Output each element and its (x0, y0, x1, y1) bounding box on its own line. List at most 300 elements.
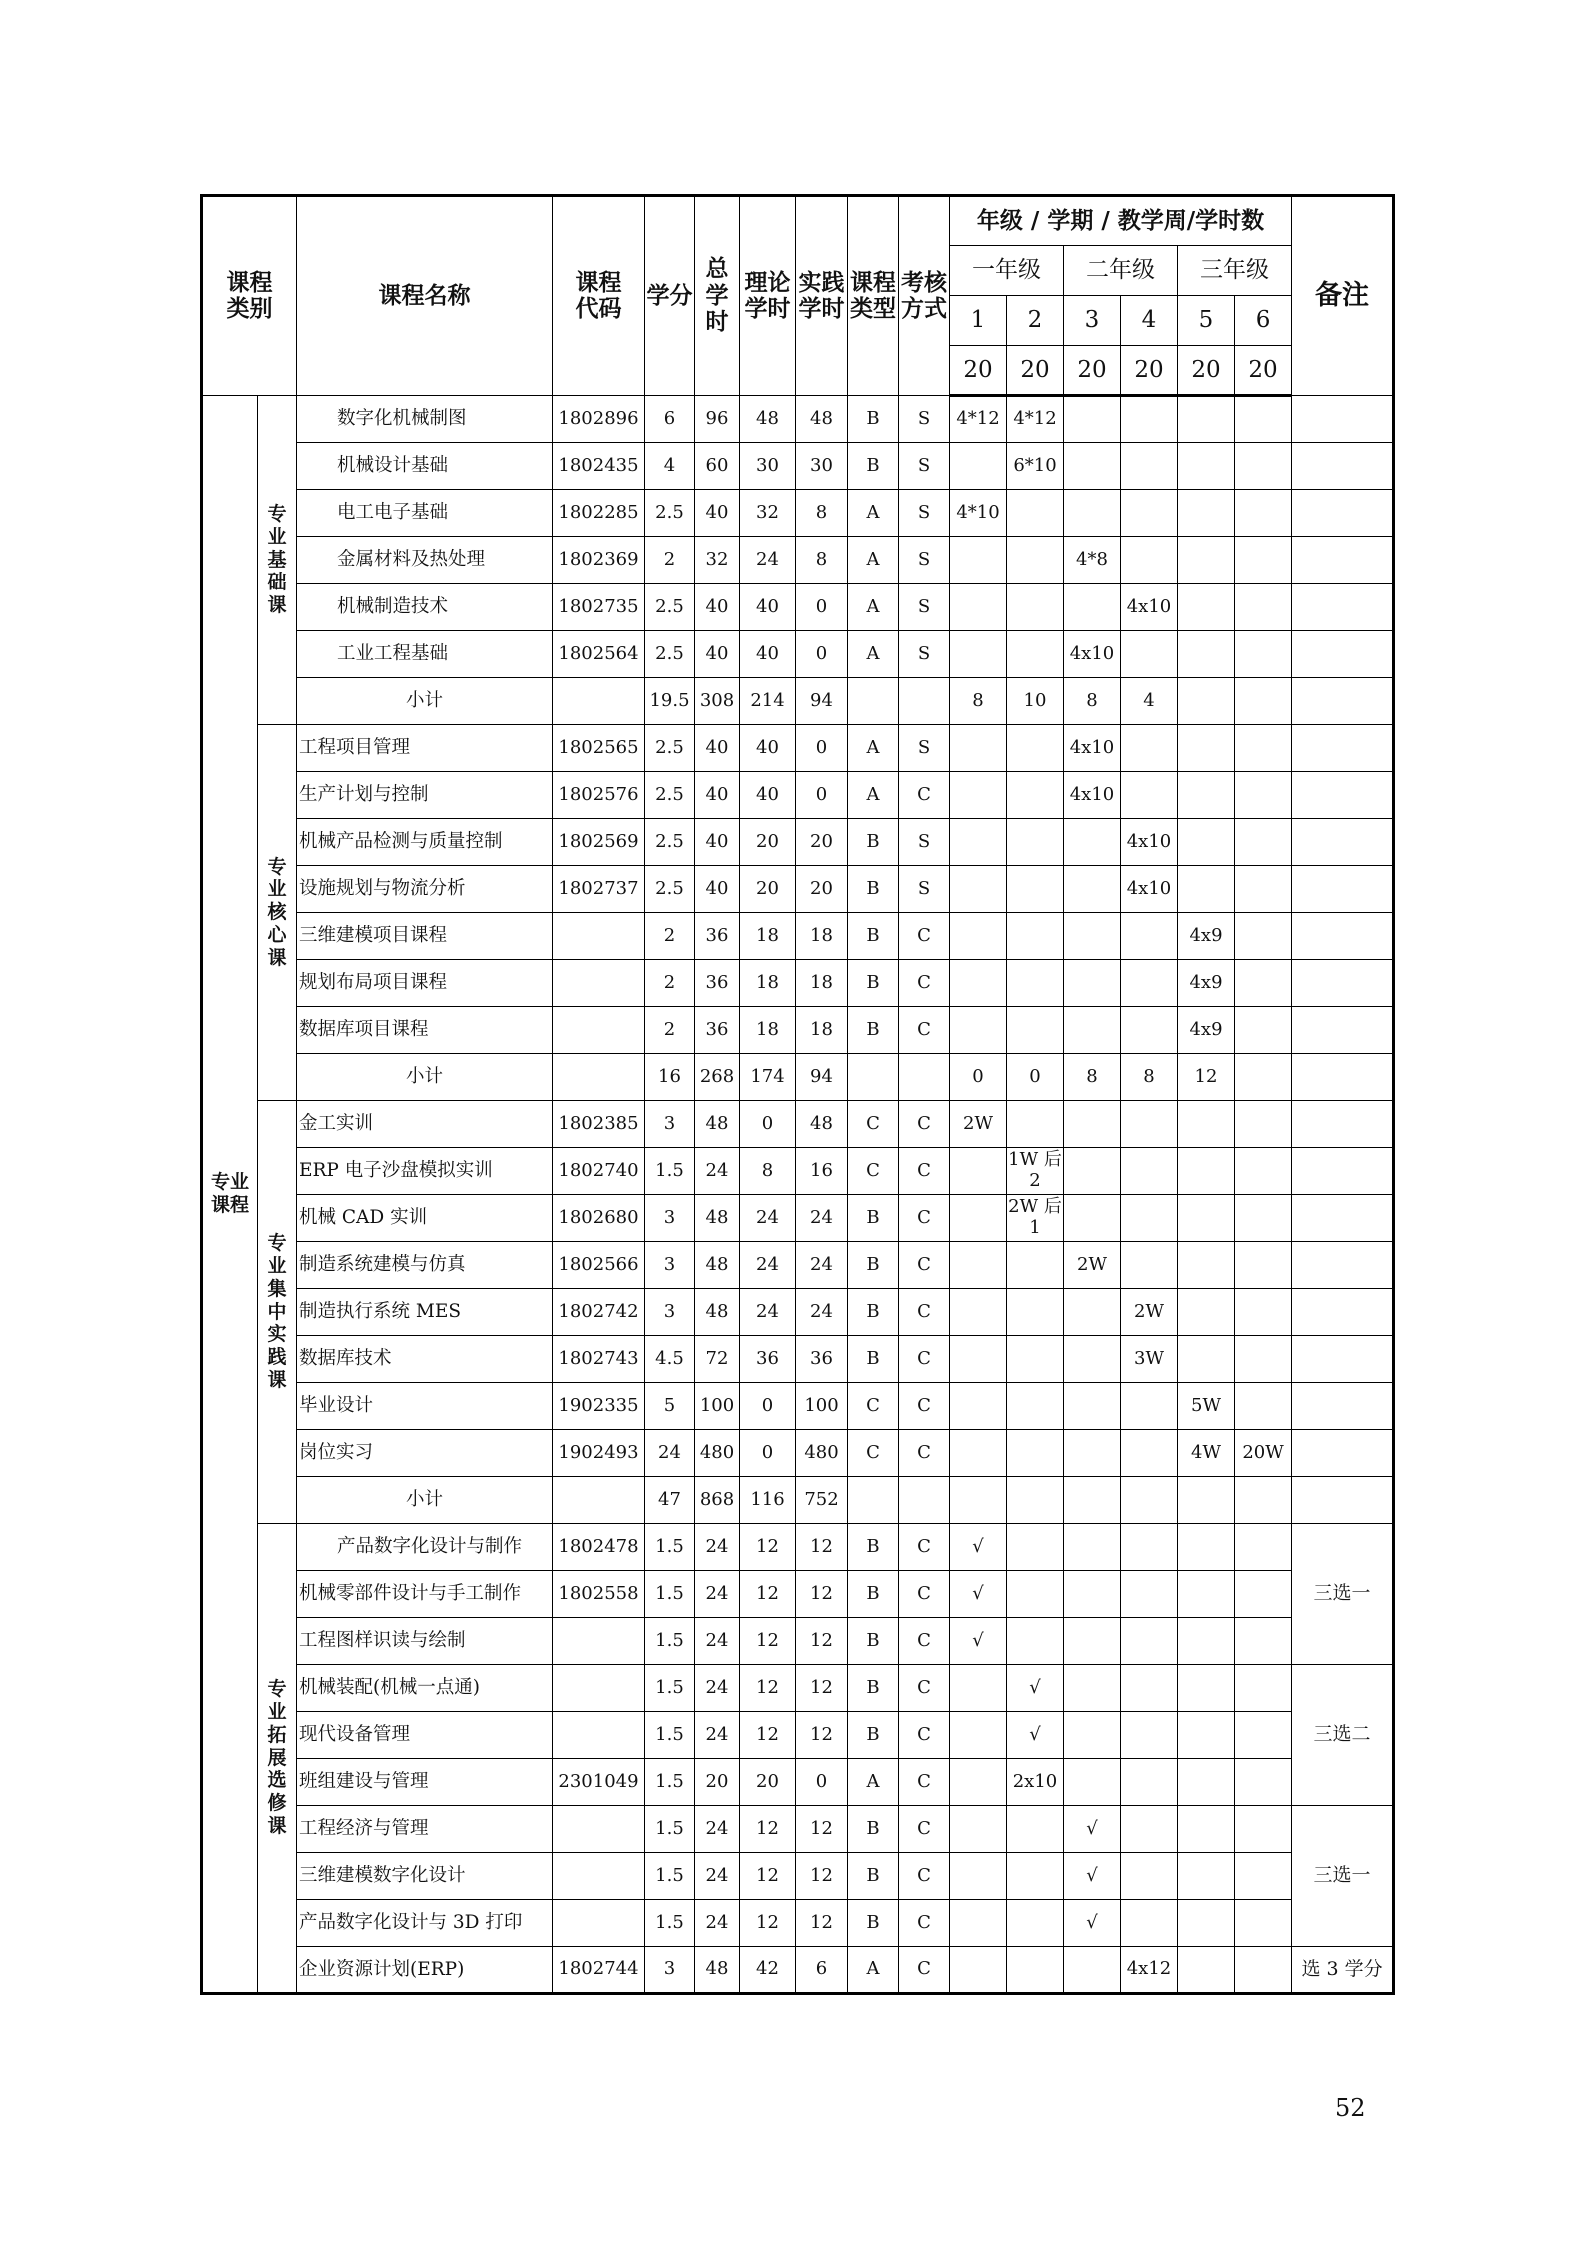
semester-3-cell (1064, 1101, 1121, 1148)
course-type: B (848, 1195, 899, 1242)
course-code: 1802285 (553, 490, 645, 537)
course-credit: 24 (645, 1430, 695, 1477)
course-code: 1802742 (553, 1289, 645, 1336)
header-weeks-2: 20 (1007, 346, 1064, 396)
semester-4-cell (1121, 725, 1178, 772)
course-name: 电工电子基础 (297, 490, 553, 537)
semester-6-cell (1235, 1242, 1292, 1289)
course-row (202, 1195, 1394, 1242)
course-theory: 8 (740, 1148, 796, 1195)
semester-1-cell: √ (950, 1524, 1007, 1571)
course-assess: C (899, 1900, 950, 1947)
subtotal-row (202, 1477, 1394, 1524)
teaching-plan-table (200, 194, 1395, 1995)
semester-5-cell (1178, 1618, 1235, 1665)
course-total: 24 (695, 1148, 740, 1195)
header-course-code: 课程 代码 (553, 196, 645, 396)
course-assess: C (899, 1853, 950, 1900)
semester-6-cell (1235, 584, 1292, 631)
semester-5-cell (1178, 1148, 1235, 1195)
course-credit: 2.5 (645, 772, 695, 819)
semester-1-cell (950, 772, 1007, 819)
course-assess: C (899, 772, 950, 819)
semester-6-cell (1235, 1007, 1292, 1054)
semester-6-cell (1235, 1665, 1292, 1712)
header-weeks-4: 20 (1121, 346, 1178, 396)
semester-4-cell: 4x12 (1121, 1947, 1178, 1994)
remarks-cell (1292, 490, 1394, 537)
course-row (202, 1524, 1394, 1571)
semester-3-cell (1064, 1759, 1121, 1806)
remarks-cell: 三选二 (1292, 1665, 1394, 1806)
course-type: B (848, 1900, 899, 1947)
course-practice: 0 (796, 725, 848, 772)
course-code: 1802735 (553, 584, 645, 631)
course-assess: C (899, 1618, 950, 1665)
semester-3-cell (1064, 913, 1121, 960)
group-label: 专 业 核 心 课 (258, 725, 297, 1101)
course-type: B (848, 1336, 899, 1383)
semester-1-cell (950, 1383, 1007, 1430)
semester-6-cell (1235, 1806, 1292, 1853)
group-label: 专 业 集 中 实 践 课 (258, 1101, 297, 1524)
course-total: 36 (695, 1007, 740, 1054)
remarks-cell (1292, 1101, 1394, 1148)
course-credit: 3 (645, 1242, 695, 1289)
semester-3-cell (1064, 1289, 1121, 1336)
semester-6-cell (1235, 866, 1292, 913)
subtotal-label: 小计 (297, 1054, 553, 1101)
course-name: 岗位实习 (297, 1430, 553, 1477)
course-assess: C (899, 1383, 950, 1430)
course-code: 1902493 (553, 1430, 645, 1477)
course-practice: 8 (796, 537, 848, 584)
semester-1-cell (950, 1430, 1007, 1477)
course-type: B (848, 960, 899, 1007)
header-weeks-3: 20 (1064, 346, 1121, 396)
course-name: 毕业设计 (297, 1383, 553, 1430)
semester-5-cell (1178, 443, 1235, 490)
semester-6-cell (1235, 490, 1292, 537)
semester-6-cell (1235, 443, 1292, 490)
subtotal-assess (899, 678, 950, 725)
semester-5-cell: 4x9 (1178, 913, 1235, 960)
course-row (202, 1665, 1394, 1712)
course-assess: C (899, 1665, 950, 1712)
subtotal-assess (899, 1477, 950, 1524)
remarks-cell (1292, 772, 1394, 819)
semester-1-cell (950, 1853, 1007, 1900)
semester-4-cell (1121, 1524, 1178, 1571)
course-practice: 0 (796, 1759, 848, 1806)
course-name: 现代设备管理 (297, 1712, 553, 1759)
semester-3-cell (1064, 1383, 1121, 1430)
course-practice: 6 (796, 1947, 848, 1994)
course-credit: 6 (645, 396, 695, 443)
remarks-cell (1292, 913, 1394, 960)
course-name: 数字化机械制图 (297, 396, 553, 443)
semester-3-cell (1064, 1336, 1121, 1383)
course-credit: 1.5 (645, 1524, 695, 1571)
semester-2-cell (1007, 490, 1064, 537)
course-theory: 24 (740, 1289, 796, 1336)
semester-3-cell (1064, 1571, 1121, 1618)
course-theory: 18 (740, 913, 796, 960)
header-semester-4: 4 (1121, 296, 1178, 346)
semester-4-cell (1121, 490, 1178, 537)
course-theory: 40 (740, 725, 796, 772)
course-type: A (848, 537, 899, 584)
course-row (202, 725, 1394, 772)
course-theory: 12 (740, 1665, 796, 1712)
course-code (553, 1712, 645, 1759)
course-type: A (848, 725, 899, 772)
course-type: B (848, 1524, 899, 1571)
semester-3-cell (1064, 1947, 1121, 1994)
remarks-cell (1292, 1148, 1394, 1195)
remarks-cell (1292, 960, 1394, 1007)
semester-5-cell: 4W (1178, 1430, 1235, 1477)
semester-2-cell (1007, 1242, 1064, 1289)
semester-3-cell (1064, 396, 1121, 443)
course-name: 企业资源计划(ERP) (297, 1947, 553, 1994)
course-theory: 18 (740, 1007, 796, 1054)
course-total: 48 (695, 1242, 740, 1289)
semester-5-cell (1178, 537, 1235, 584)
course-credit: 2 (645, 537, 695, 584)
semester-2-cell (1007, 1806, 1064, 1853)
course-credit: 2 (645, 913, 695, 960)
semester-3-cell (1064, 866, 1121, 913)
semester-5-cell (1178, 725, 1235, 772)
course-row (202, 1242, 1394, 1289)
course-type: C (848, 1383, 899, 1430)
subtotal-theory: 214 (740, 678, 796, 725)
semester-2-cell (1007, 819, 1064, 866)
semester-5-cell: 4x9 (1178, 1007, 1235, 1054)
course-total: 48 (695, 1195, 740, 1242)
course-name: 机械产品检测与质量控制 (297, 819, 553, 866)
semester-3-cell (1064, 1148, 1121, 1195)
course-row (202, 537, 1394, 584)
subtotal-semester-2: 10 (1007, 678, 1064, 725)
course-assess: S (899, 537, 950, 584)
header-grade-1: 一年级 (950, 246, 1064, 296)
course-credit: 1.5 (645, 1900, 695, 1947)
course-credit: 3 (645, 1947, 695, 1994)
subtotal-semester-6 (1235, 1477, 1292, 1524)
semester-5-cell (1178, 1712, 1235, 1759)
course-practice: 24 (796, 1242, 848, 1289)
course-practice: 20 (796, 866, 848, 913)
course-total: 40 (695, 490, 740, 537)
course-row (202, 1947, 1394, 1994)
subtotal-code (553, 678, 645, 725)
semester-3-cell (1064, 1712, 1121, 1759)
course-name: 三维建模项目课程 (297, 913, 553, 960)
course-row (202, 1900, 1394, 1947)
course-assess: S (899, 396, 950, 443)
semester-5-cell (1178, 1336, 1235, 1383)
course-name: 制造系统建模与仿真 (297, 1242, 553, 1289)
semester-1-cell (950, 1759, 1007, 1806)
semester-3-cell: 4*8 (1064, 537, 1121, 584)
semester-6-cell (1235, 913, 1292, 960)
course-theory: 18 (740, 960, 796, 1007)
course-total: 40 (695, 819, 740, 866)
course-code: 1802743 (553, 1336, 645, 1383)
course-row (202, 1430, 1394, 1477)
course-code: 1802369 (553, 537, 645, 584)
semester-2-cell (1007, 1524, 1064, 1571)
course-row (202, 396, 1394, 443)
semester-4-cell (1121, 772, 1178, 819)
semester-2-cell (1007, 537, 1064, 584)
course-type: B (848, 396, 899, 443)
course-code: 2301049 (553, 1759, 645, 1806)
semester-3-cell (1064, 960, 1121, 1007)
course-practice: 0 (796, 584, 848, 631)
course-code: 1802740 (553, 1148, 645, 1195)
semester-4-cell (1121, 1571, 1178, 1618)
course-credit: 2.5 (645, 725, 695, 772)
course-assess: C (899, 913, 950, 960)
course-code: 1802744 (553, 1947, 645, 1994)
course-theory: 12 (740, 1618, 796, 1665)
course-row (202, 1007, 1394, 1054)
header-weeks-5: 20 (1178, 346, 1235, 396)
remarks-cell: 选 3 学分 (1292, 1947, 1394, 1994)
semester-2-cell (1007, 1900, 1064, 1947)
course-code: 1802558 (553, 1571, 645, 1618)
category-label: 专业 课程 (202, 396, 258, 1994)
table-header (202, 196, 1394, 396)
course-total: 36 (695, 960, 740, 1007)
course-theory: 40 (740, 584, 796, 631)
course-total: 100 (695, 1383, 740, 1430)
semester-5-cell (1178, 1759, 1235, 1806)
course-theory: 0 (740, 1101, 796, 1148)
course-credit: 4 (645, 443, 695, 490)
header-remarks: 备注 (1292, 196, 1394, 396)
course-code: 1802564 (553, 631, 645, 678)
semester-2-cell: 6*10 (1007, 443, 1064, 490)
remarks-cell (1292, 1383, 1394, 1430)
course-row (202, 1712, 1394, 1759)
course-type: B (848, 1007, 899, 1054)
semester-3-cell (1064, 443, 1121, 490)
remarks-cell (1292, 631, 1394, 678)
semester-2-cell: 1W 后 2 (1007, 1148, 1064, 1195)
course-type: B (848, 1853, 899, 1900)
semester-1-cell (950, 584, 1007, 631)
group-label: 专 业 拓 展 选 修 课 (258, 1524, 297, 1994)
subtotal-semester-5 (1178, 678, 1235, 725)
course-code (553, 1665, 645, 1712)
course-name: 工业工程基础 (297, 631, 553, 678)
semester-4-cell (1121, 1430, 1178, 1477)
course-type: B (848, 819, 899, 866)
course-name: 三维建模数字化设计 (297, 1853, 553, 1900)
course-assess: C (899, 1101, 950, 1148)
course-theory: 20 (740, 819, 796, 866)
course-credit: 2.5 (645, 490, 695, 537)
semester-4-cell (1121, 1806, 1178, 1853)
course-assess: S (899, 725, 950, 772)
semester-2-cell (1007, 1336, 1064, 1383)
course-assess: C (899, 1571, 950, 1618)
course-practice: 12 (796, 1618, 848, 1665)
course-row (202, 1336, 1394, 1383)
course-name: 金工实训 (297, 1101, 553, 1148)
subtotal-assess (899, 1054, 950, 1101)
course-row (202, 443, 1394, 490)
semester-5-cell: 4x9 (1178, 960, 1235, 1007)
course-assess: S (899, 819, 950, 866)
semester-5-cell (1178, 1524, 1235, 1571)
semester-3-cell (1064, 1007, 1121, 1054)
course-credit: 2.5 (645, 584, 695, 631)
course-practice: 12 (796, 1571, 848, 1618)
remarks-cell (1292, 396, 1394, 443)
subtotal-semester-5 (1178, 1477, 1235, 1524)
course-total: 48 (695, 1947, 740, 1994)
semester-6-cell (1235, 1900, 1292, 1947)
header-semester-6: 6 (1235, 296, 1292, 346)
course-code: 1802565 (553, 725, 645, 772)
semester-6-cell (1235, 537, 1292, 584)
semester-1-cell: 2W (950, 1101, 1007, 1148)
course-credit: 1.5 (645, 1148, 695, 1195)
remarks-cell: 三选一 (1292, 1524, 1394, 1665)
course-row (202, 1148, 1394, 1195)
semester-5-cell (1178, 584, 1235, 631)
course-code: 1802566 (553, 1242, 645, 1289)
header-semester-5: 5 (1178, 296, 1235, 346)
semester-2-cell (1007, 1430, 1064, 1477)
subtotal-theory: 174 (740, 1054, 796, 1101)
table-body (202, 396, 1394, 1994)
course-assess: C (899, 1759, 950, 1806)
semester-5-cell (1178, 1289, 1235, 1336)
semester-2-cell: 2W 后 1 (1007, 1195, 1064, 1242)
semester-4-cell (1121, 1383, 1178, 1430)
course-type: B (848, 866, 899, 913)
semester-5-cell (1178, 1806, 1235, 1853)
subtotal-semester-6 (1235, 678, 1292, 725)
course-type: C (848, 1101, 899, 1148)
semester-2-cell (1007, 631, 1064, 678)
semester-2-cell (1007, 1289, 1064, 1336)
semester-1-cell (950, 443, 1007, 490)
course-code: 1802737 (553, 866, 645, 913)
semester-3-cell: 4x10 (1064, 725, 1121, 772)
course-credit: 5 (645, 1383, 695, 1430)
semester-1-cell: 4*12 (950, 396, 1007, 443)
remarks-cell (1292, 819, 1394, 866)
course-name: 制造执行系统 MES (297, 1289, 553, 1336)
course-total: 24 (695, 1524, 740, 1571)
course-name: 数据库技术 (297, 1336, 553, 1383)
semester-4-cell: 2W (1121, 1289, 1178, 1336)
semester-2-cell (1007, 913, 1064, 960)
semester-1-cell (950, 1665, 1007, 1712)
remarks-cell (1292, 678, 1394, 725)
course-practice: 48 (796, 396, 848, 443)
semester-4-cell (1121, 1007, 1178, 1054)
header-grade-3: 三年级 (1178, 246, 1292, 296)
course-theory: 12 (740, 1524, 796, 1571)
semester-6-cell (1235, 1712, 1292, 1759)
semester-3-cell (1064, 1430, 1121, 1477)
course-total: 72 (695, 1336, 740, 1383)
course-name: 金属材料及热处理 (297, 537, 553, 584)
subtotal-semester-3 (1064, 1477, 1121, 1524)
semester-6-cell (1235, 725, 1292, 772)
course-credit: 1.5 (645, 1712, 695, 1759)
course-theory: 12 (740, 1712, 796, 1759)
semester-5-cell (1178, 1571, 1235, 1618)
course-practice: 18 (796, 913, 848, 960)
course-type: B (848, 1806, 899, 1853)
semester-6-cell (1235, 1524, 1292, 1571)
semester-4-cell (1121, 1148, 1178, 1195)
course-assess: C (899, 1289, 950, 1336)
course-assess: C (899, 1947, 950, 1994)
semester-4-cell (1121, 1618, 1178, 1665)
course-assess: C (899, 1007, 950, 1054)
semester-4-cell: 3W (1121, 1336, 1178, 1383)
course-credit: 1.5 (645, 1759, 695, 1806)
semester-3-cell (1064, 1665, 1121, 1712)
semester-3-cell: 4x10 (1064, 772, 1121, 819)
course-theory: 40 (740, 772, 796, 819)
course-name: 工程经济与管理 (297, 1806, 553, 1853)
header-course-type: 课程 类型 (848, 196, 899, 396)
header-semester-1: 1 (950, 296, 1007, 346)
course-credit: 2 (645, 1007, 695, 1054)
course-type: B (848, 1242, 899, 1289)
course-name: 机械装配(机械一点通) (297, 1665, 553, 1712)
course-total: 24 (695, 1900, 740, 1947)
header-total-hours: 总 学 时 (695, 196, 740, 396)
semester-2-cell (1007, 1571, 1064, 1618)
course-credit: 1.5 (645, 1571, 695, 1618)
course-assess: C (899, 1242, 950, 1289)
semester-2-cell (1007, 584, 1064, 631)
course-code: 1802478 (553, 1524, 645, 1571)
course-row (202, 866, 1394, 913)
course-practice: 18 (796, 1007, 848, 1054)
course-code: 1902335 (553, 1383, 645, 1430)
course-credit: 4.5 (645, 1336, 695, 1383)
course-total: 40 (695, 772, 740, 819)
semester-2-cell (1007, 1618, 1064, 1665)
semester-2-cell: √ (1007, 1665, 1064, 1712)
course-theory: 30 (740, 443, 796, 490)
course-practice: 48 (796, 1101, 848, 1148)
course-row (202, 1806, 1394, 1853)
subtotal-code (553, 1054, 645, 1101)
semester-6-cell (1235, 1383, 1292, 1430)
remarks-cell (1292, 1242, 1394, 1289)
course-assess: S (899, 443, 950, 490)
semester-3-cell (1064, 819, 1121, 866)
semester-4-cell (1121, 913, 1178, 960)
course-code (553, 913, 645, 960)
semester-5-cell (1178, 1900, 1235, 1947)
course-theory: 12 (740, 1806, 796, 1853)
